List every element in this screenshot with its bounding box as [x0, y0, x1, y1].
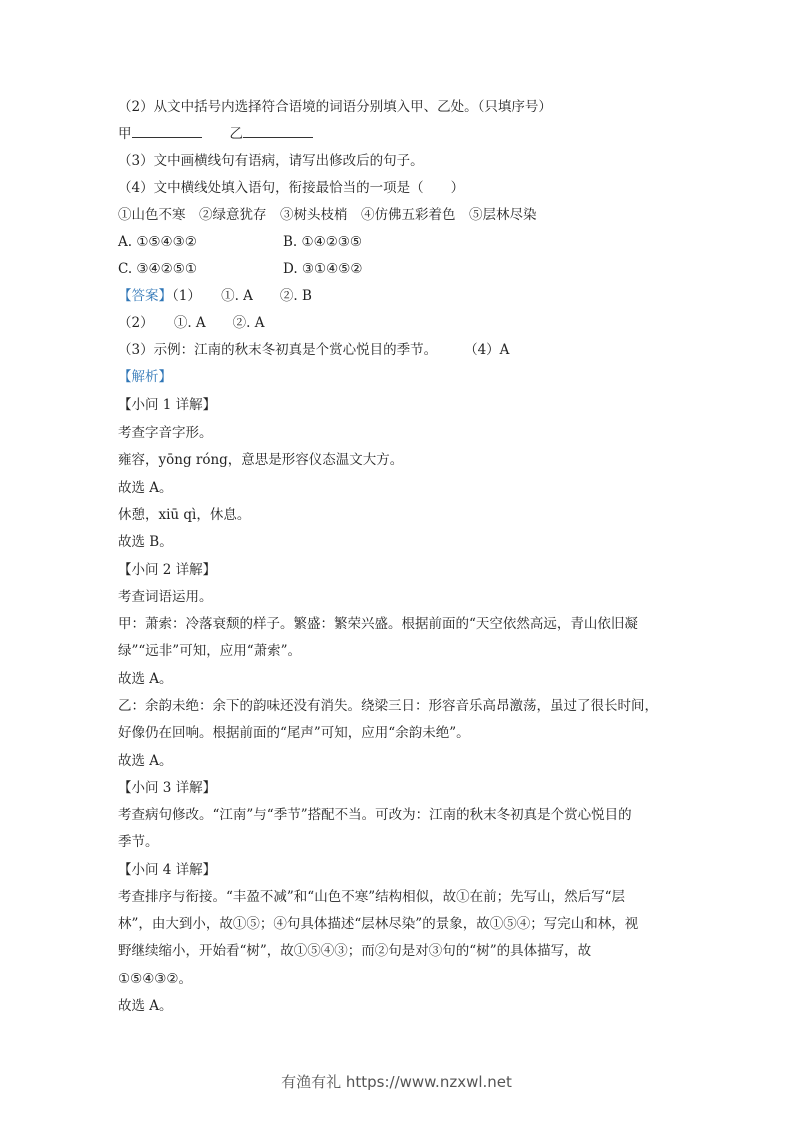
answer-1: （1） ①. A ②. B	[172, 288, 312, 304]
sub4-line: ①⑤④③②。	[118, 971, 193, 987]
sub4-line: 林”，由大到小，故①⑤；④句具体描述“层林尽染”的景象，故①⑤④；写完山和林，视	[118, 916, 639, 932]
options-row-2	[118, 260, 362, 278]
sub1-title: 【小问 1 详解】	[118, 397, 217, 413]
options-row-1	[118, 233, 362, 251]
question-2-blanks	[118, 125, 341, 143]
sub4-title: 【小问 4 详解】	[118, 862, 217, 878]
sub3-line: 季节。	[118, 834, 159, 850]
question-2: （2）从文中括号内选择符合语境的词语分别填入甲、乙处。（只填序号）	[118, 99, 552, 115]
option-a: A. ①⑤④③②	[118, 234, 197, 250]
sub2-title: 【小问 2 详解】	[118, 562, 217, 578]
answer-line-3: （3）示例：江南的秋末冬初真是个赏心悦目的季节。 （4）A	[118, 342, 510, 358]
question-4-items: ①山色不寒 ②绿意犹存 ③树头枝梢 ④仿佛五彩着色 ⑤层林尽染	[118, 207, 537, 223]
answer-line-2: （2） ①. A ②. A	[118, 315, 265, 331]
sub2-line: 故选 A。	[118, 671, 173, 687]
sub1-line: 休憩，xiū qì，休息。	[118, 507, 251, 523]
option-d: D. ③①④⑤②	[283, 261, 363, 277]
sub4-line: 野继续缩小，开始看“树”，故①⑤④③；而②句是对③句的“树”的具体描写，故	[118, 943, 592, 959]
analysis-label: 【解析】	[118, 369, 172, 385]
blank-yi	[243, 125, 313, 138]
sub4-line: 考查排序与衔接。“丰盈不减”和“山色不寒”结构相似，故①在前；先写山，然后写“层	[118, 889, 626, 905]
sub3-line: 考查病句修改。“江南”与“季节”搭配不当。可改为：江南的秋末冬初真是个赏心悦目的	[118, 807, 632, 823]
question-4: （4）文中横线处填入语句，衔接最恰当的一项是（ ）	[118, 180, 465, 196]
option-c: C. ③④②⑤①	[118, 261, 197, 277]
sub4-line: 故选 A。	[118, 998, 173, 1014]
sub1-line: 雍容，yōng róng，意思是形容仪态温文大方。	[118, 452, 404, 468]
option-b: B. ①④②③⑤	[283, 234, 363, 250]
blank-label-jia: 甲	[118, 126, 132, 142]
sub2-line: 故选 A。	[118, 753, 173, 769]
answer-line-1	[118, 287, 312, 305]
sub2-line: 好像仍在回响。根据前面的“尾声”可知，应用“余韵未绝”。	[118, 725, 470, 741]
footer-watermark: 有渔有礼 https://www.nzxwl.net	[281, 1073, 512, 1091]
sub2-line: 考查词语运用。	[118, 589, 213, 605]
question-3: （3）文中画横线句有语病，请写出修改后的句子。	[118, 153, 424, 169]
blank-label-yi: 乙	[229, 126, 243, 142]
answer-label: 【答案】	[118, 288, 172, 304]
sub2-line: 乙：余韵未绝：余下的韵味还没有消失。绕梁三日：形容音乐高昂激荡，虽过了很长时间，	[118, 698, 658, 714]
sub1-line: 考查字音字形。	[118, 425, 213, 441]
sub2-line: 绿”“远非”可知，应用“萧索”。	[118, 643, 302, 659]
sub3-title: 【小问 3 详解】	[118, 780, 217, 796]
sub1-line: 故选 A。	[118, 480, 173, 496]
sub1-line: 故选 B。	[118, 534, 173, 550]
blank-jia	[132, 125, 202, 138]
sub2-line: 甲：萧索：冷落衰颓的样子。繁盛：繁荣兴盛。根据前面的“天空依然高远，青山依旧凝	[118, 616, 638, 632]
